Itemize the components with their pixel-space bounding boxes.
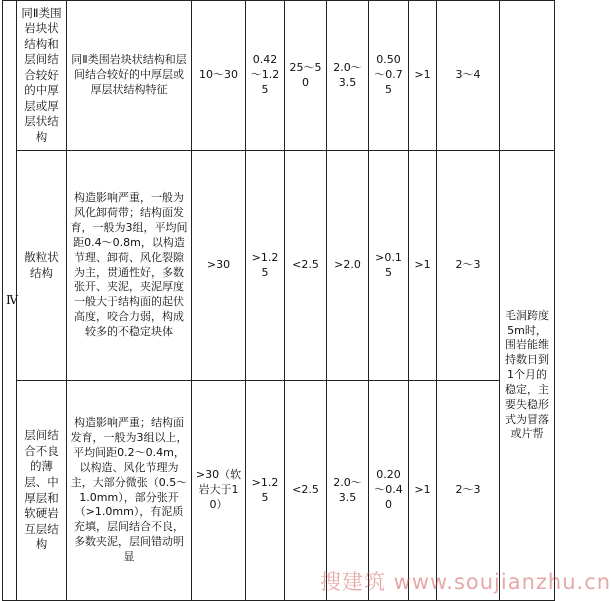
structure-cell: 层间结合不良的薄层、中厚层和软硬岩互层结构 xyxy=(17,381,67,601)
watermark: 搜建筑 www.soujianzhu.cn xyxy=(320,570,611,594)
value-cell: 0.50～0.75 xyxy=(369,1,409,151)
rock-classification-table xyxy=(2,0,555,601)
table-row xyxy=(3,151,555,381)
value-cell: <2.5 xyxy=(285,381,327,601)
value-cell: >1 xyxy=(409,151,437,381)
value-cell: >1.25 xyxy=(246,381,285,601)
value-cell: >1.25 xyxy=(246,151,285,381)
feature-cell: 构造影响严重，一般为风化卸荷带；结构面发育，一般为3组，平均间距0.4～0.8m，以构造节理、卸荷、风化裂隙为主，贯通性好，多数张开、夹泥，夹泥厚度一般大于结构面的起伏高度，咬合力弱，构成较多的不稳定块体 xyxy=(67,151,192,381)
value-cell: >30（软岩大于10） xyxy=(192,381,246,601)
structure-cell: 散粒状结构 xyxy=(17,151,67,381)
value-cell: 0.42～1.25 xyxy=(246,1,285,151)
value-cell: 10～30 xyxy=(192,1,246,151)
value-cell: 2～3 xyxy=(437,151,500,381)
value-cell: 0.20～0.40 xyxy=(369,381,409,601)
grade-cell: Ⅳ xyxy=(3,1,17,601)
value-cell: 3～4 xyxy=(437,1,500,151)
value-cell: 2.0～3.5 xyxy=(327,1,369,151)
stability-cell: 毛洞跨度5m时，围岩能维持数日到1个月的稳定，主要失稳形式为冒落或片帮 xyxy=(500,151,555,601)
blank-cell xyxy=(500,1,555,151)
value-cell: >0.15 xyxy=(369,151,409,381)
value-cell: >1 xyxy=(409,1,437,151)
value-cell: >2.0 xyxy=(327,151,369,381)
feature-cell: 同Ⅱ类围岩块状结构和层间结合较好的中厚层或厚层状结构特征 xyxy=(67,1,192,151)
value-cell: 2～3 xyxy=(437,381,500,601)
feature-cell: 构造影响严重；结构面发育，一般为3组以上，平均间距0.2～0.4m，以构造、风化节理为主，大部分微张（0.5～1.0mm），部分张开（>1.0mm），有泥质充填，层间结合不良，多数夹泥，层间错动明显 xyxy=(67,381,192,601)
value-cell: 25～50 xyxy=(285,1,327,151)
value-cell: <2.5 xyxy=(285,151,327,381)
value-cell: 2.0～3.5 xyxy=(327,381,369,601)
table-row xyxy=(3,1,555,151)
value-cell: >1 xyxy=(409,381,437,601)
value-cell: >30 xyxy=(192,151,246,381)
structure-cell: 同Ⅱ类围岩块状结构和层间结合较好的中厚层或厚层状结构 xyxy=(17,1,67,151)
